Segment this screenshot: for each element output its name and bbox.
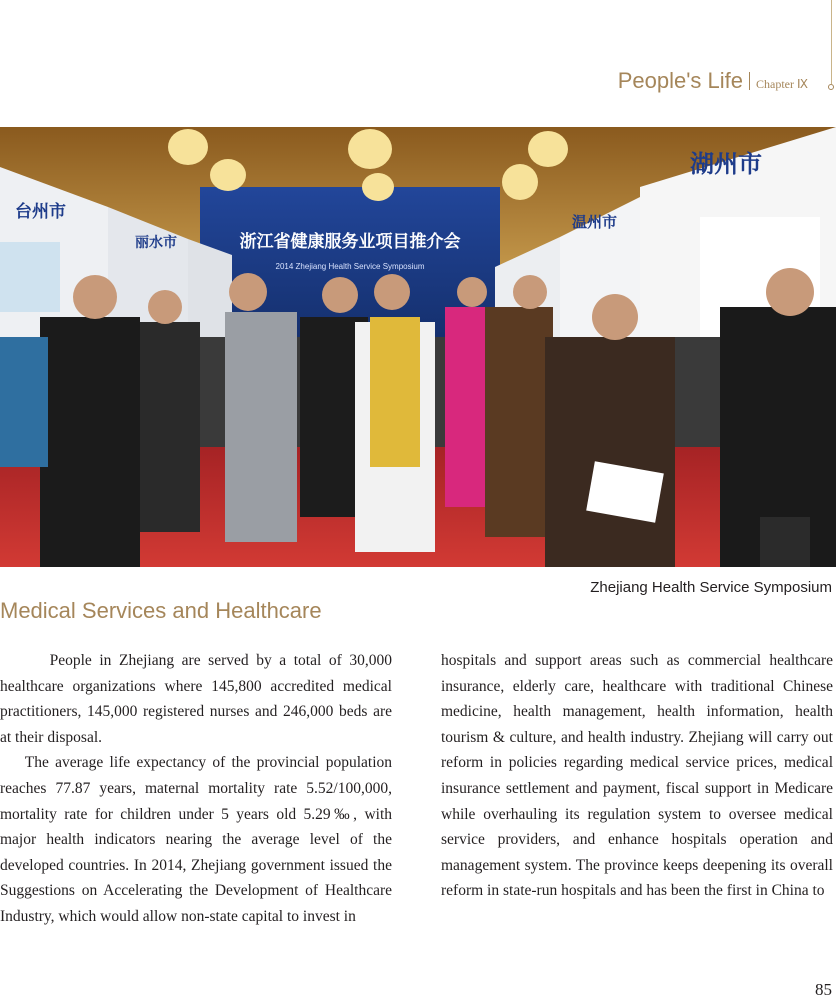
margin-rule [831, 0, 832, 84]
banner-chinese-text: 浙江省健康服务业项目推介会 [239, 232, 461, 252]
header-separator [749, 72, 750, 90]
booth-sign-lishui: 丽水市 [135, 235, 177, 251]
margin-rule-dot [828, 84, 834, 90]
body-paragraph: People in Zhejiang are served by a total of 30,000 healthcare organizations where 145,800 accredited medical practitioners, 145,000 registered nurses and 246,000 beds are at their disposal. [0, 652, 392, 746]
photo-caption: Zhejiang Health Service Symposium [590, 579, 832, 596]
booth-sign-wenzhou: 温州市 [572, 213, 618, 231]
section-heading: Medical Services and Healthcare [0, 598, 322, 623]
banner-english-text: 2014 Zhejiang Health Service Symposium [275, 262, 425, 271]
booth-sign-taizhou: 台州市 [15, 202, 66, 222]
page-number: 85 [815, 980, 832, 999]
symposium-photo [0, 127, 836, 567]
body-paragraph: hospitals and support areas such as commercial healthcare insurance, elderly care, healthcare with traditional Chinese medicine, health management, health information, health tourism & culture, and health industry. Zhejiang will carry out reform in policies regarding medical service prices, medical insurance settlement and payment, fiscal support in Medicare while overhauling its regulation system to oversee medical service providers, and enhance hospitals operation and management system. The province keeps deepening its overall reform in state-run hospitals and has been the first in China to [441, 652, 833, 900]
body-column-left [0, 648, 392, 930]
running-header [618, 68, 808, 94]
body-column-right [441, 648, 833, 904]
section-name: People's Life [617, 68, 743, 93]
booth-sign-huzhou: 湖州市 [690, 150, 762, 178]
chapter-label: Chapter Ⅸ [756, 77, 808, 91]
body-paragraph: The average life expectancy of the provincial population reaches 77.87 years, maternal mortality rate 5.52/100,000, mortality rate for children under 5 years old 5.29‰, with major health indicators nearing the average level of the developed countries. In 2014, Zhejiang government issued the Suggestions on Accelerating the Development of Healthcare Industry, which would allow non-state capital to invest in [0, 754, 392, 925]
